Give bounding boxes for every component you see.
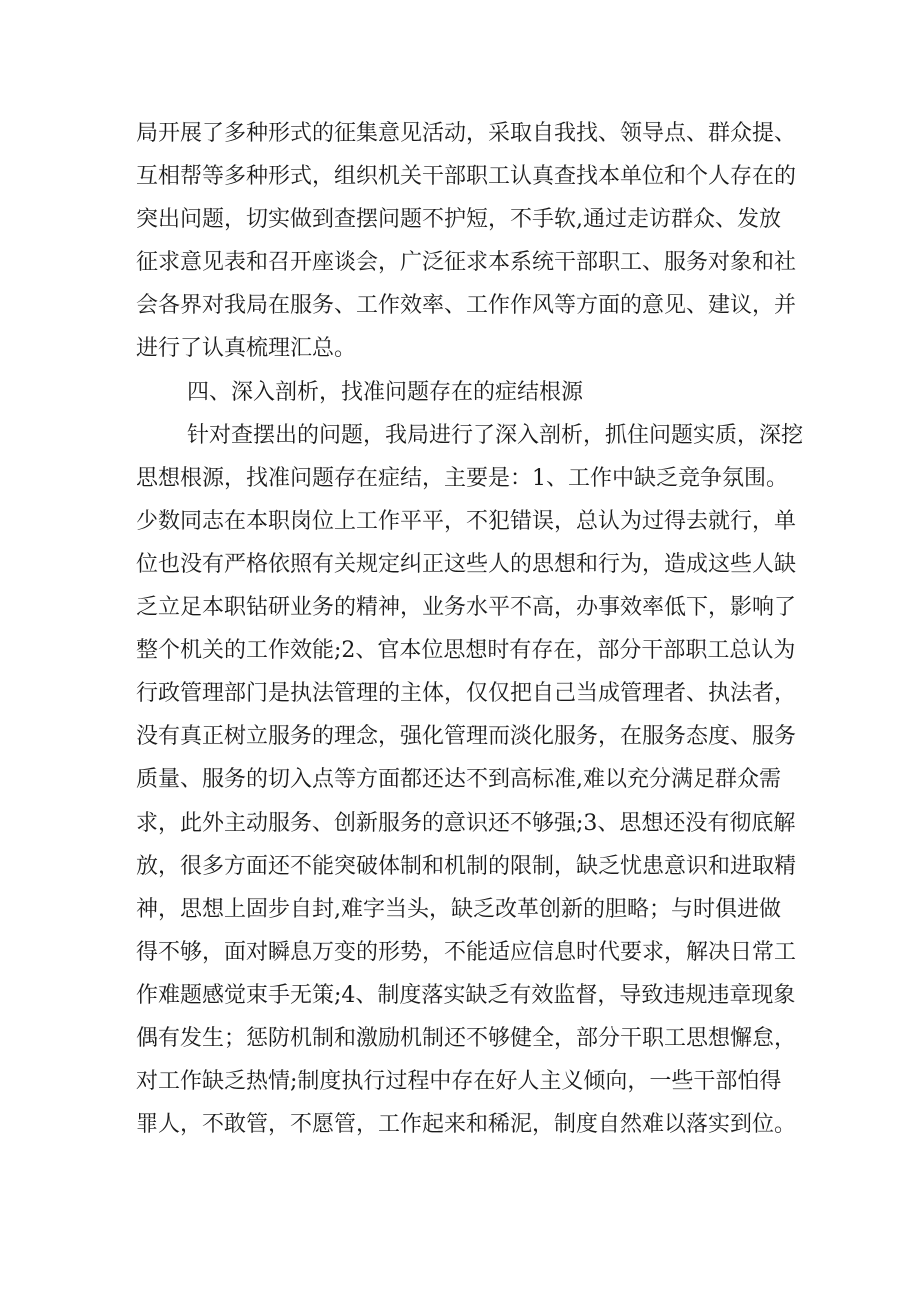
section-heading: 四、深入剖析，找准问题存在的症结根源 (187, 379, 584, 405)
text-line: 偶有发生；惩防机制和激励机制还不够健全，部分干职工思想懈怠， (136, 1025, 797, 1051)
text-line: 互相帮等多种形式，组织机关干部职工认真查找本单位和个人存在的 (136, 164, 797, 190)
text-line: 没有真正树立服务的理念，强化管理而淡化服务，在服务态度、服务 (136, 724, 797, 750)
text-line: 对工作缺乏热情;制度执行过程中存在好人主义倾向，一些干部怕得 (136, 1069, 782, 1095)
text-line: 作难题感觉束手无策;4、制度落实缺乏有效监督，导致违规违章现象 (136, 982, 796, 1008)
text-line: 求，此外主动服务、创新服务的意识还不够强;3、思想还没有彻底解 (136, 810, 796, 836)
text-line: 局开展了多种形式的征集意见活动，采取自我找、领导点、群众提、 (136, 121, 797, 146)
text-line: 行政管理部门是执法管理的主体，仅仅把自己当成管理者、执法者， (136, 681, 797, 707)
paragraph-first-line: 针对查摆出的问题，我局进行了深入剖析，抓住问题实质，深挖 (187, 422, 804, 448)
text-line: 罪人，不敢管，不愿管，工作起来和稀泥，制度自然难以落实到位。 (136, 1112, 797, 1138)
text-line: 征求意见表和召开座谈会，广泛征求本系统干部职工、服务对象和社 (136, 250, 797, 276)
text-line: 整个机关的工作效能;2、官本位思想时有存在，部分干部职工总认为 (136, 638, 796, 664)
text-line: 神，思想上固步自封,难字当头，缺乏改革创新的胆略；与时俱进做 (136, 896, 781, 922)
text-line: 突出问题，切实做到查摆问题不护短，不手软,通过走访群众、发放 (136, 207, 781, 233)
text-line: 位也没有严格依照有关规定纠正这些人的思想和行为，造成这些人缺 (136, 551, 797, 577)
text-line: 质量、服务的切入点等方面都还达不到高标准,难以充分满足群众需 (136, 767, 781, 793)
text-line: 得不够，面对瞬息万变的形势，不能适应信息时代要求，解决日常工 (136, 939, 797, 965)
text-line: 放，很多方面还不能突破体制和机制的限制，缺乏忧患意识和进取精 (136, 853, 797, 879)
body-text (136, 112, 816, 1146)
text-line: 乏立足本职钻研业务的精神，业务水平不高，办事效率低下，影响了 (136, 595, 797, 621)
text-line: 会各界对我局在服务、工作效率、工作作风等方面的意见、建议，并 (136, 293, 797, 319)
text-line: 思想根源，找准问题存在症结，主要是：1、工作中缺乏竞争氛围。 (136, 465, 788, 491)
text-line: 少数同志在本职岗位上工作平平，不犯错误，总认为过得去就行，单 (136, 508, 797, 534)
text-line: 进行了认真梳理汇总。 (136, 336, 357, 362)
